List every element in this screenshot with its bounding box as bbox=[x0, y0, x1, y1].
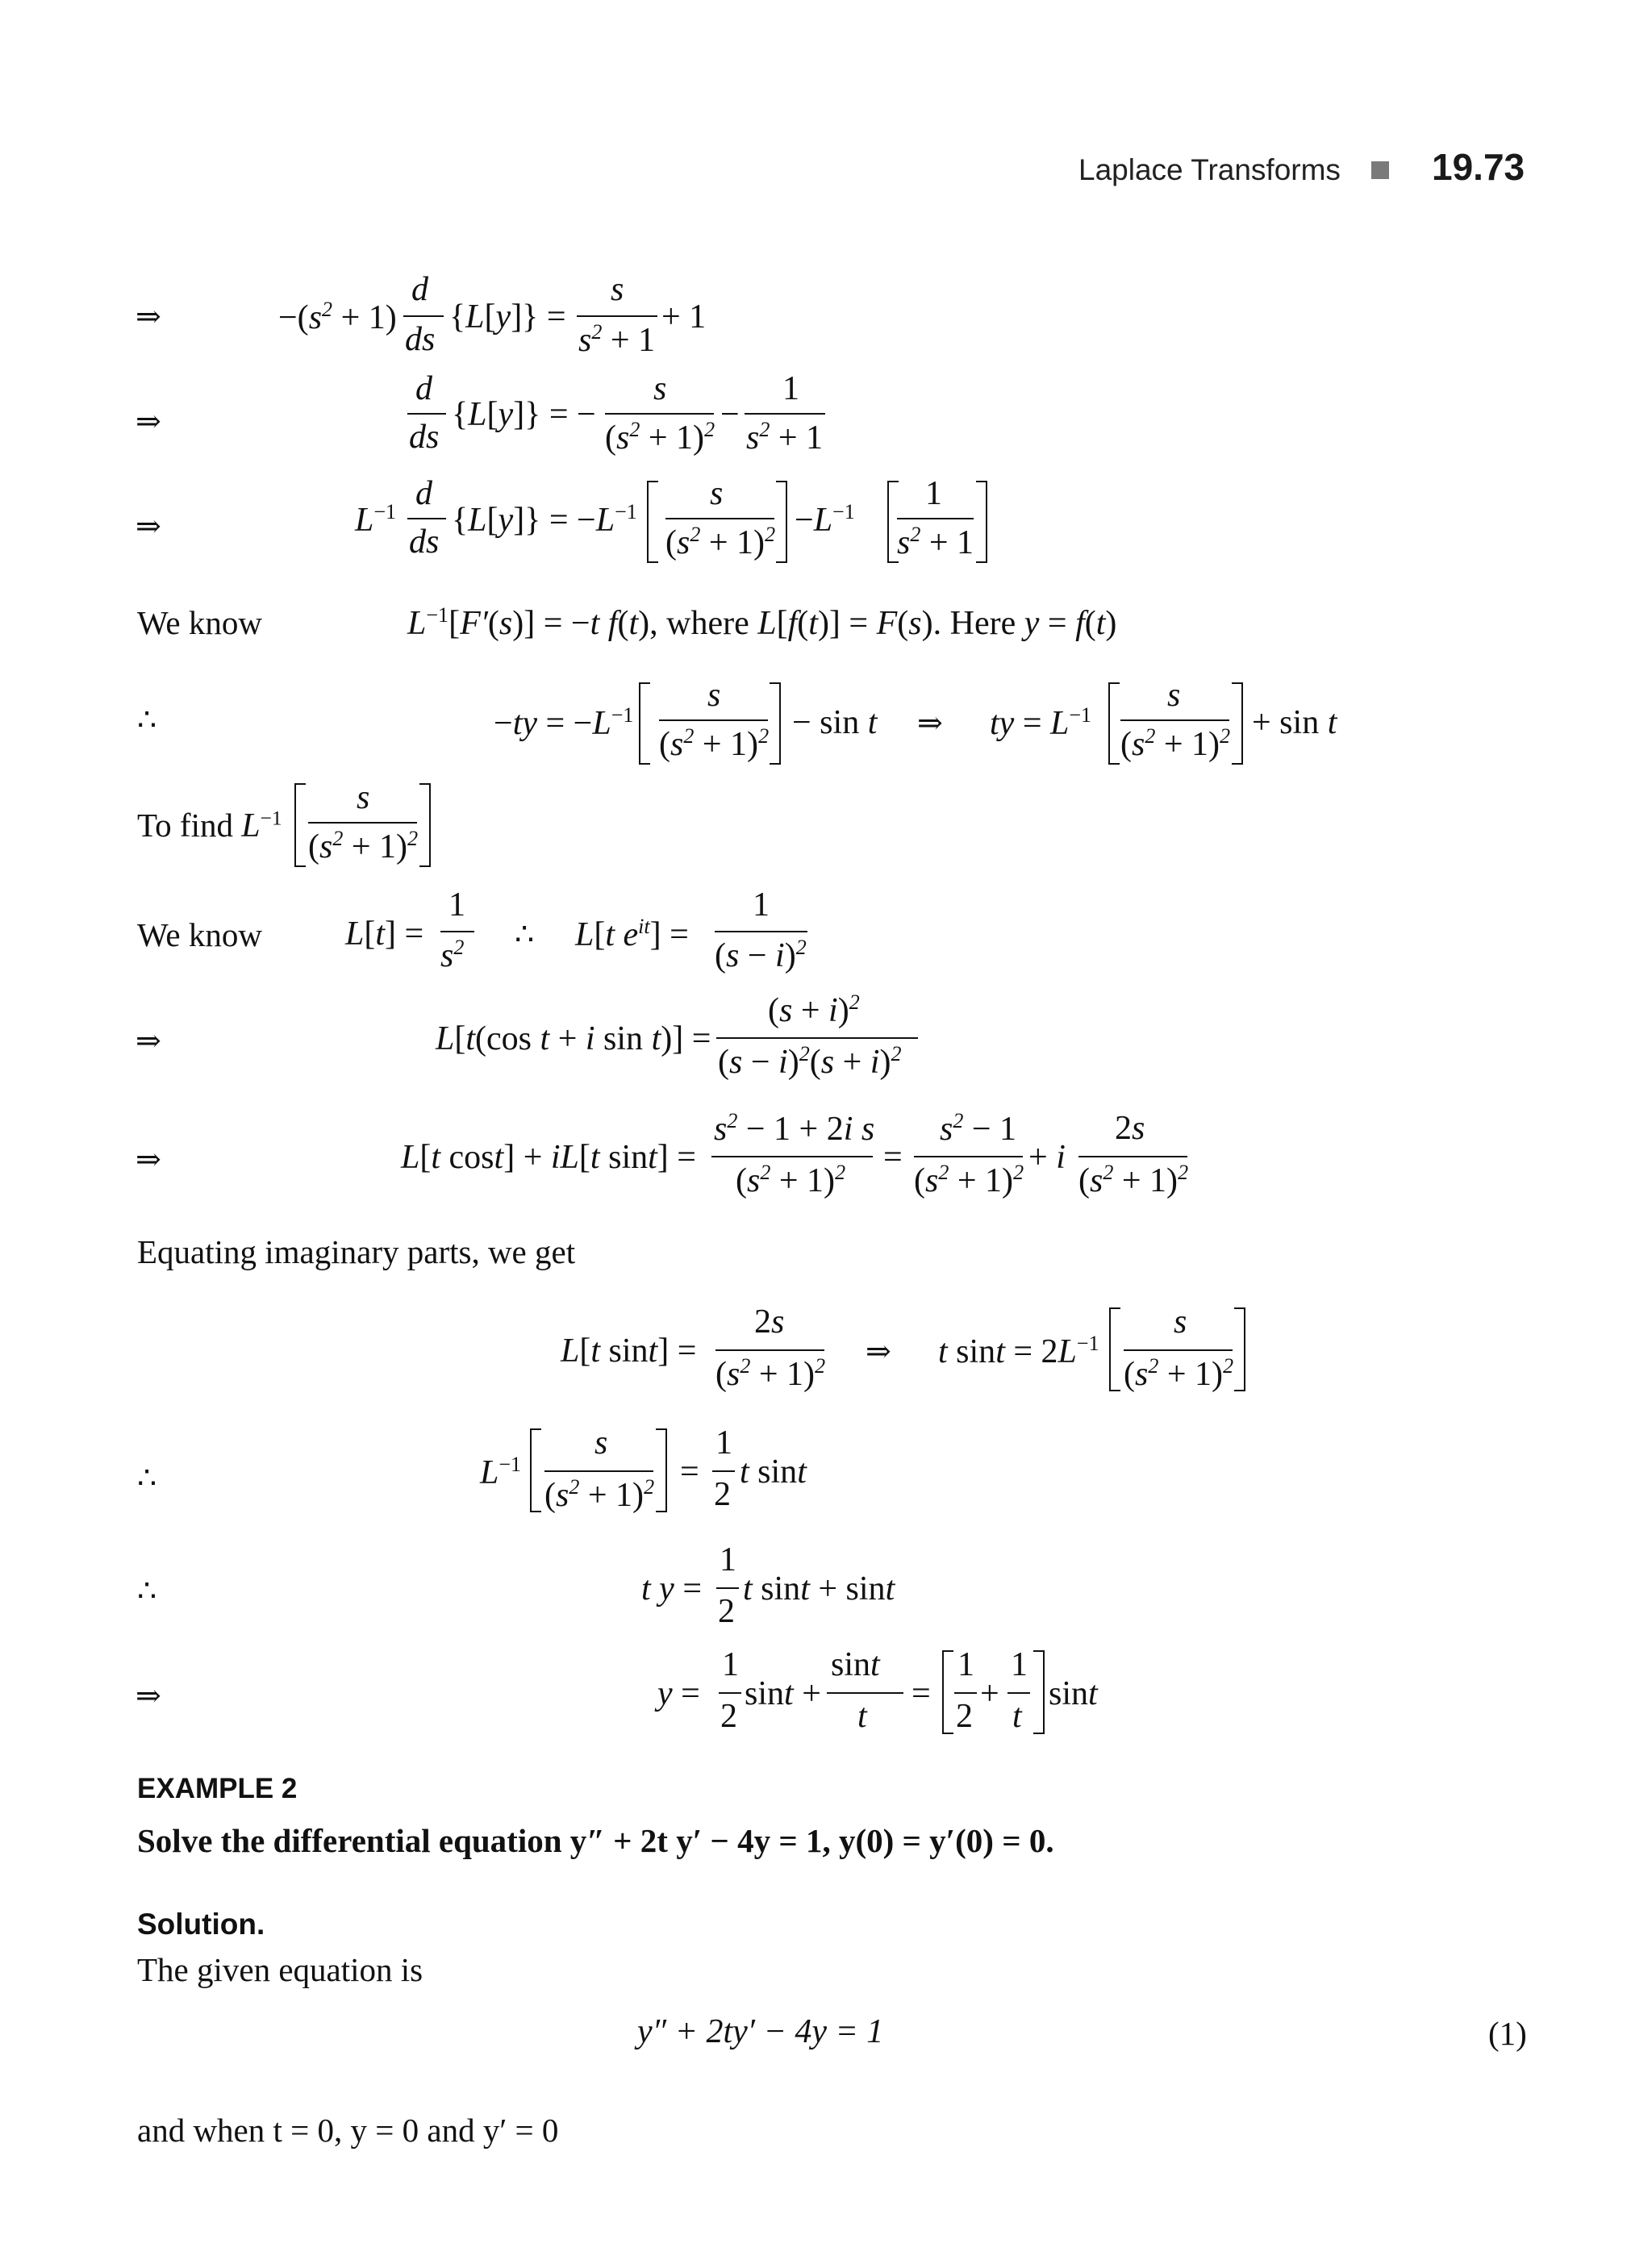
equation-line-10: $L^{-1}$ s $(s^2 + 1)^2$ = 1 2 t sint bbox=[480, 1424, 807, 1514]
equation-line-3: $L^{-1}$ d ds $\{L[y]\} = -L^{-1}$ s $(s^2 + 1)^2$ $-L^{-1}$ 1 $s^2 + 1$ bbox=[355, 474, 1000, 571]
therefore-symbol-2: ∴ bbox=[137, 1460, 157, 1495]
equating-text: Equating imaginary parts, we get bbox=[137, 1233, 576, 1270]
equation-line-1: $-(s^2 + 1)$ d ds {L[y]} = s $s^2 + 1$ + 1 bbox=[278, 271, 707, 359]
equation-line-5: $-ty = -L^{-1}$ s $(s^2 + 1)^2$ − sin t ⇒ ty = $L^{-1}$ s $(s^2 + 1)^2$ + sin t bbox=[494, 677, 1337, 763]
running-header-title: Laplace Transforms bbox=[1078, 153, 1341, 186]
to-find-line: To find $L^{-1}$ s $(s^2 + 1)^2$ bbox=[137, 778, 476, 875]
therefore-symbol-3: ∴ bbox=[137, 1573, 157, 1608]
example-statement: Solve the differential equation y″ + 2t y′ − 4y = 1, y(0) = y′(0) = 0. bbox=[137, 1822, 1054, 1859]
example-title: EXAMPLE 2 bbox=[137, 1773, 298, 1804]
equation-line-8: L[t cost] + iL[t sint] = $s^2 - 1 + 2i$ s $(s^2 + 1)^2$ = $s^2 - 1$ $(s^2 + 1)^2$ + i 2s $(s^2 + 1)^2$ bbox=[401, 1109, 1189, 1199]
implies-symbol-4: ⇒ bbox=[136, 1023, 161, 1058]
equation-line-11: t y = 1 2 t sint + sint bbox=[641, 1541, 895, 1630]
initial-condition-text: and when t = 0, y = 0 and y′ = 0 bbox=[137, 2112, 559, 2149]
equation-line-6: L[t] = 1 $s^2$ ∴ L[t $e^{it}$] = 1 $(s - i)^2$ bbox=[345, 886, 807, 974]
implies-symbol-5: ⇒ bbox=[136, 1141, 161, 1177]
header-separator-square bbox=[1371, 161, 1389, 179]
equation-number: (1) bbox=[1488, 2015, 1527, 2052]
solution-label: Solution. bbox=[137, 1908, 265, 1941]
implies-symbol-1: ⇒ bbox=[136, 298, 161, 334]
given-equation: y″ + 2ty′ − 4y = 1 bbox=[637, 2013, 884, 2050]
equation-line-9: L[t sint] = 2s $(s^2 + 1)^2$ ⇒ t $\sin t = 2L^{-1}$ s $(s^2 + 1)^2$ bbox=[561, 1303, 1287, 1399]
implies-symbol-3: ⇒ bbox=[136, 508, 161, 544]
we-know-label-1: We know bbox=[137, 604, 262, 641]
equation-line-2: d ds {L[y]} = − s $(s^2 + 1)^2$ − 1 $s^2 + 1$ bbox=[407, 369, 859, 466]
equation-line-12: y = 1 2 sint + sint t = 1 2 + 1 t sint bbox=[657, 1646, 1098, 1735]
we-know-label-2: We know bbox=[137, 916, 262, 953]
page-number: 19.73 bbox=[1432, 146, 1525, 188]
equation-line-7: L[t(cos t + i sin t)] = $(s + i)^2$ $(s - i)^2(s + i)^2$ bbox=[436, 990, 936, 1087]
given-equation-text: The given equation is bbox=[137, 1951, 423, 1988]
implies-symbol-6: ⇒ bbox=[136, 1678, 161, 1713]
equation-line-4: $L^{-1}[F'(s)] = -t$ f(t), where L[f(t)] = F(s). Here y = f(t) bbox=[407, 603, 1117, 642]
implies-symbol-2: ⇒ bbox=[136, 403, 161, 439]
therefore-symbol-1: ∴ bbox=[137, 702, 157, 737]
